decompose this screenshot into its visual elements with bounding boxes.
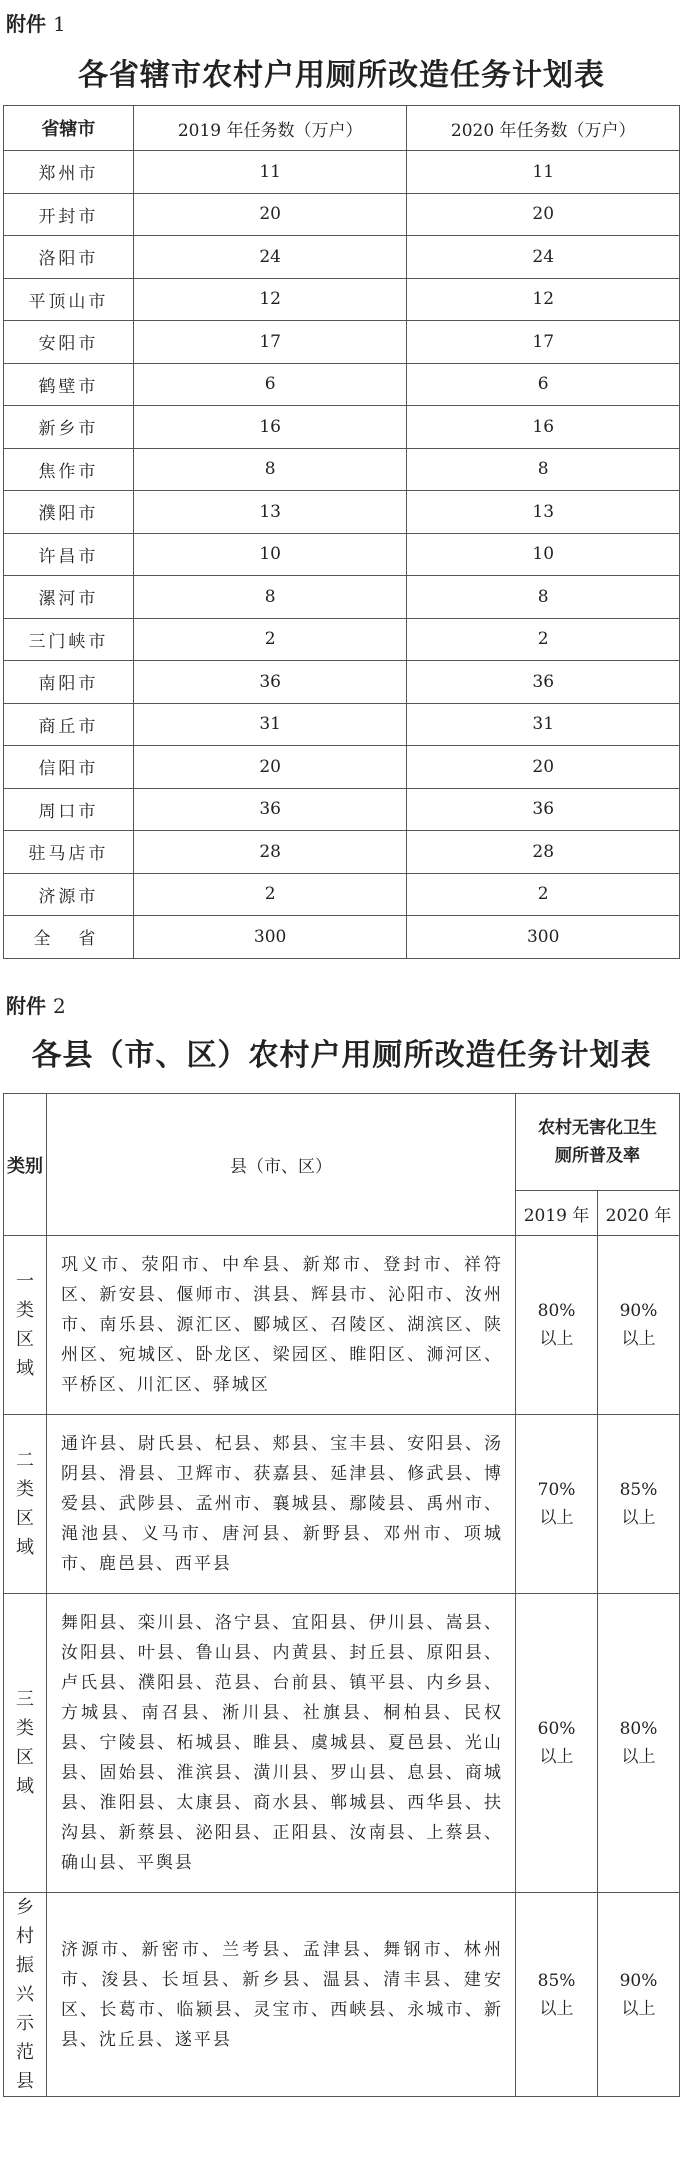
header-rate: [516, 1094, 680, 1191]
county-list: 舞阳县、栾川县、洛宁县、宜阳县、伊川县、嵩县、汝阳县、叶县、鲁山县、内黄县、封丘县、原阳县、卢氏县、濮阳县、范县、台前县、镇平县、内乡县、方城县、南召县、淅川县、社旗县、桐柏县、民权县、宁陵县、柘城县、睢县、虞城县、夏邑县、光山县、固始县、淮滨县、潢川县、罗山县、息县、商城县、淮阳县、太康县、商水县、郸城县、西华县、扶沟县、新蔡县、泌阳县、正阳县、汝南县、上蔡县、确山县、平舆县: [46, 1594, 515, 1893]
task-2020: 6: [407, 363, 680, 406]
table-row: [4, 1594, 680, 1893]
task-2019: 28: [133, 831, 407, 874]
table-row: [4, 236, 680, 279]
rate-suffix: 以上: [539, 1329, 574, 1349]
category-cell: [4, 1893, 47, 2097]
table-row: [4, 321, 680, 364]
table-row: [4, 788, 680, 831]
header-rate-text: 农村无害化卫生厕所普及率: [538, 1118, 658, 1166]
city-name: 三门峡市: [4, 618, 134, 661]
rate-2019: [516, 1415, 598, 1594]
task-2019: 11: [133, 151, 407, 194]
city-name: 驻马店市: [4, 831, 134, 874]
attachment-number: 2: [52, 994, 66, 1018]
task-2020: 8: [407, 576, 680, 619]
task-2019: 2: [133, 618, 407, 661]
rate-value: 90%: [619, 1970, 658, 1991]
table-row: [4, 916, 680, 959]
task-2019: 20: [133, 746, 407, 789]
header-2020: 2020 年: [598, 1191, 680, 1236]
city-name: 开封市: [4, 193, 134, 236]
county-list: 巩义市、荥阳市、中牟县、新郑市、登封市、祥符区、新安县、偃师市、淇县、辉县市、沁阳市、汝州市、南乐县、源汇区、郾城区、召陵区、湖滨区、陕州区、宛城区、卧龙区、梁园区、睢阳区、浉河区、平桥区、川汇区、驿城区: [46, 1236, 515, 1415]
task-2020: 11: [407, 151, 680, 194]
county-list: 济源市、新密市、兰考县、孟津县、舞钢市、林州市、浚县、长垣县、新乡县、温县、清丰县、建安区、长葛市、临颍县、灵宝市、西峡县、永城市、新县、沈丘县、遂平县: [46, 1893, 515, 2097]
header-2020: 2020 年任务数（万户）: [407, 106, 680, 151]
task-2020: 20: [407, 746, 680, 789]
table-row: [4, 576, 680, 619]
rate-value: 80%: [537, 1301, 576, 1321]
city-name: 许昌市: [4, 533, 134, 576]
task-2020: 36: [407, 661, 680, 704]
rate-2020: [598, 1236, 680, 1415]
rate-2019: [516, 1236, 598, 1415]
rate-2019: [516, 1893, 598, 2097]
task-2020: 36: [407, 788, 680, 831]
city-name: 郑州市: [4, 151, 134, 194]
task-2020: 2: [407, 873, 680, 916]
attachment-label-text: 附件: [6, 994, 46, 1018]
table-row: [4, 831, 680, 874]
task-2020: 31: [407, 703, 680, 746]
task-2020: 2: [407, 618, 680, 661]
task-2019: 13: [133, 491, 407, 534]
table-row: [4, 1415, 680, 1594]
rate-suffix: 以上: [539, 1998, 574, 2019]
county-task-table: [3, 1093, 680, 2097]
rate-value: 85%: [619, 1480, 658, 1500]
table-row: [4, 278, 680, 321]
city-name: 南阳市: [4, 661, 134, 704]
task-2019: 20: [133, 193, 407, 236]
category-cell: [4, 1236, 47, 1415]
task-2020: 13: [407, 491, 680, 534]
rate-suffix: 以上: [621, 1329, 656, 1349]
city-name: 安阳市: [4, 321, 134, 364]
city-name: 洛阳市: [4, 236, 134, 279]
city-name: 焦作市: [4, 448, 134, 491]
table-row: [4, 193, 680, 236]
rate-2019: [516, 1594, 598, 1893]
rate-suffix: 以上: [621, 1998, 656, 2019]
table-row: [4, 151, 680, 194]
task-2020: 8: [407, 448, 680, 491]
table-row: [4, 661, 680, 704]
table-row: [4, 1236, 680, 1415]
rate-value: 90%: [619, 1301, 658, 1321]
task-2019: 10: [133, 533, 407, 576]
header-2019: 2019 年: [516, 1191, 598, 1236]
table-row: [4, 1893, 680, 2097]
table1-title: 各省辖市农村户用厕所改造任务计划表: [78, 58, 605, 93]
city-name: 平顶山市: [4, 278, 134, 321]
table-row: [4, 406, 680, 449]
rate-value: 70%: [537, 1480, 576, 1500]
county-list: 通许县、尉氏县、杞县、郏县、宝丰县、安阳县、汤阴县、滑县、卫辉市、获嘉县、延津县、修武县、博爱县、武陟县、孟州市、襄城县、鄢陵县、禹州市、渑池县、义马市、唐河县、新野县、邓州市、项城市、鹿邑县、西平县: [46, 1415, 515, 1594]
rate-value: 60%: [537, 1719, 576, 1739]
table-row: [4, 746, 680, 789]
city-name: 信阳市: [4, 746, 134, 789]
task-2019: 16: [133, 406, 407, 449]
table-header-row: [4, 1094, 680, 1191]
rate-2020: [598, 1594, 680, 1893]
header-county: 县（市、区）: [46, 1094, 515, 1236]
rate-suffix: 以上: [539, 1508, 574, 1528]
category-text: 三类区域: [15, 1689, 34, 1797]
task-2020: 10: [407, 533, 680, 576]
task-2020: 28: [407, 831, 680, 874]
table-row: [4, 448, 680, 491]
task-2019: 12: [133, 278, 407, 321]
city-name: 商丘市: [4, 703, 134, 746]
attachment-label-text: 附件: [6, 12, 46, 36]
task-2020: 16: [407, 406, 680, 449]
task-2019: 8: [133, 448, 407, 491]
attachment-number: 1: [52, 12, 66, 36]
city-task-table: [3, 105, 680, 959]
rate-suffix: 以上: [621, 1508, 656, 1528]
table-header-row: [4, 106, 680, 151]
rate-2020: [598, 1893, 680, 2097]
category-cell: [4, 1415, 47, 1594]
header-category: 类别: [4, 1094, 47, 1236]
table-row: [4, 703, 680, 746]
category-cell: [4, 1594, 47, 1893]
category-text: 乡村振兴示范县: [15, 1897, 34, 2092]
task-2019: 36: [133, 788, 407, 831]
table-row: [4, 363, 680, 406]
task-2019: 300: [133, 916, 407, 959]
attachment-2-label: [6, 990, 66, 1019]
city-name: 全省: [4, 916, 134, 959]
table-row: [4, 618, 680, 661]
city-name: 济源市: [4, 873, 134, 916]
rate-suffix: 以上: [539, 1747, 574, 1767]
city-name: 周口市: [4, 788, 134, 831]
rate-value: 85%: [537, 1970, 576, 1991]
table2-title: 各县（市、区）农村户用厕所改造任务计划表: [31, 1038, 652, 1073]
city-name: 濮阳市: [4, 491, 134, 534]
city-name: 新乡市: [4, 406, 134, 449]
city-name: 鹤壁市: [4, 363, 134, 406]
task-2020: 20: [407, 193, 680, 236]
task-2019: 17: [133, 321, 407, 364]
table-row: [4, 533, 680, 576]
task-2019: 24: [133, 236, 407, 279]
task-2020: 12: [407, 278, 680, 321]
task-2020: 300: [407, 916, 680, 959]
rate-suffix: 以上: [621, 1747, 656, 1767]
city-name: 漯河市: [4, 576, 134, 619]
task-2019: 2: [133, 873, 407, 916]
task-2020: 24: [407, 236, 680, 279]
category-text: 二类区域: [15, 1450, 34, 1558]
task-2019: 36: [133, 661, 407, 704]
header-2019: 2019 年任务数（万户）: [133, 106, 407, 151]
rate-2020: [598, 1415, 680, 1594]
table-row: [4, 873, 680, 916]
task-2020: 17: [407, 321, 680, 364]
task-2019: 8: [133, 576, 407, 619]
table-row: [4, 491, 680, 534]
category-text: 一类区域: [15, 1271, 34, 1379]
header-city: 省辖市: [4, 106, 134, 151]
rate-value: 80%: [619, 1719, 658, 1739]
attachment-1-label: [6, 8, 66, 37]
task-2019: 6: [133, 363, 407, 406]
task-2019: 31: [133, 703, 407, 746]
